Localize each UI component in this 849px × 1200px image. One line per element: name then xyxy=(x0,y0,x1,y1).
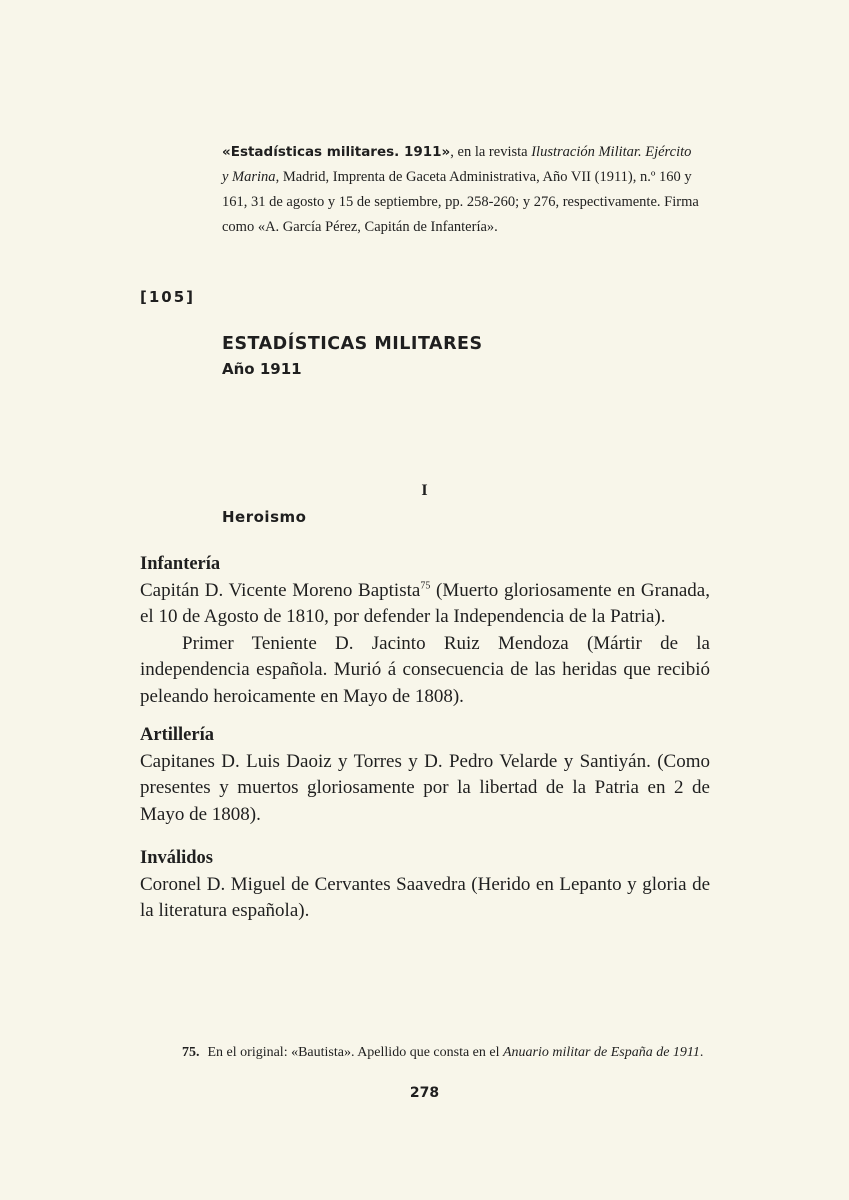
page-subtitle: Año 1911 xyxy=(222,360,302,378)
footnote-text: En el original: «Bautista». Apellido que consta en el xyxy=(207,1045,503,1060)
heading-invalidos: Inválidos xyxy=(140,848,214,868)
paragraph xyxy=(140,578,710,631)
paragraph-text: (Muerto gloriosamente en Granada, el 10 de Agosto de 1810, por defender la Independencia de la Patria). xyxy=(140,579,710,627)
paragraph-text: Capitán D. Vicente Moreno Baptista xyxy=(140,579,421,601)
footnote-end: . xyxy=(699,1045,704,1060)
heading-infanteria: Infantería xyxy=(140,554,221,574)
section-artilleria xyxy=(140,722,710,828)
source-text-1: , en la revista xyxy=(450,144,532,160)
footnote-italic: Anuario militar de España de 1911 xyxy=(503,1045,700,1060)
source-journal: Ilustración Militar. Ejército y Marina xyxy=(222,144,692,185)
paragraph: Coronel D. Miguel de Cervantes Saavedra (Herido en Lepanto y gloria de la literatura española). xyxy=(140,873,710,921)
footnote xyxy=(182,1045,703,1061)
paragraph: Capitanes D. Luis Daoiz y Torres y D. Pedro Velarde y Santiyán. (Como presentes y muertos gloriosamente por la libertad de la Patria en 2 de Mayo de 1808). xyxy=(140,750,710,825)
section-title: Heroismo xyxy=(222,508,307,526)
footnote-number: 75. xyxy=(182,1045,200,1060)
footnote-ref[interactable]: 75 xyxy=(420,580,431,592)
source-text-2: , Madrid, Imprenta de Gaceta Administrativa, Año VII (1911), n.º 160 y 161, 31 de agosto y 15 de septiembre, pp. 258-260; y 276, respectivamente. Firma como «A. García Pérez, Capitán de Infantería». xyxy=(222,169,699,235)
document-number: [105] xyxy=(140,288,196,306)
source-note xyxy=(222,140,700,240)
page-title: ESTADÍSTICAS MILITARES xyxy=(222,334,483,354)
section-numeral: I xyxy=(421,482,428,499)
source-title: «Estadísticas militares. 1911» xyxy=(222,144,451,160)
heading-artilleria: Artillería xyxy=(140,725,214,745)
section-invalidos xyxy=(140,845,710,925)
paragraph: Primer Teniente D. Jacinto Ruiz Mendoza (Mártir de la independencia española. Murió á consecuencia de las heridas que recibió peleando heroicamente en Mayo de 1808). xyxy=(140,632,710,707)
section-infanteria xyxy=(140,551,710,710)
page-number: 278 xyxy=(409,1085,440,1101)
